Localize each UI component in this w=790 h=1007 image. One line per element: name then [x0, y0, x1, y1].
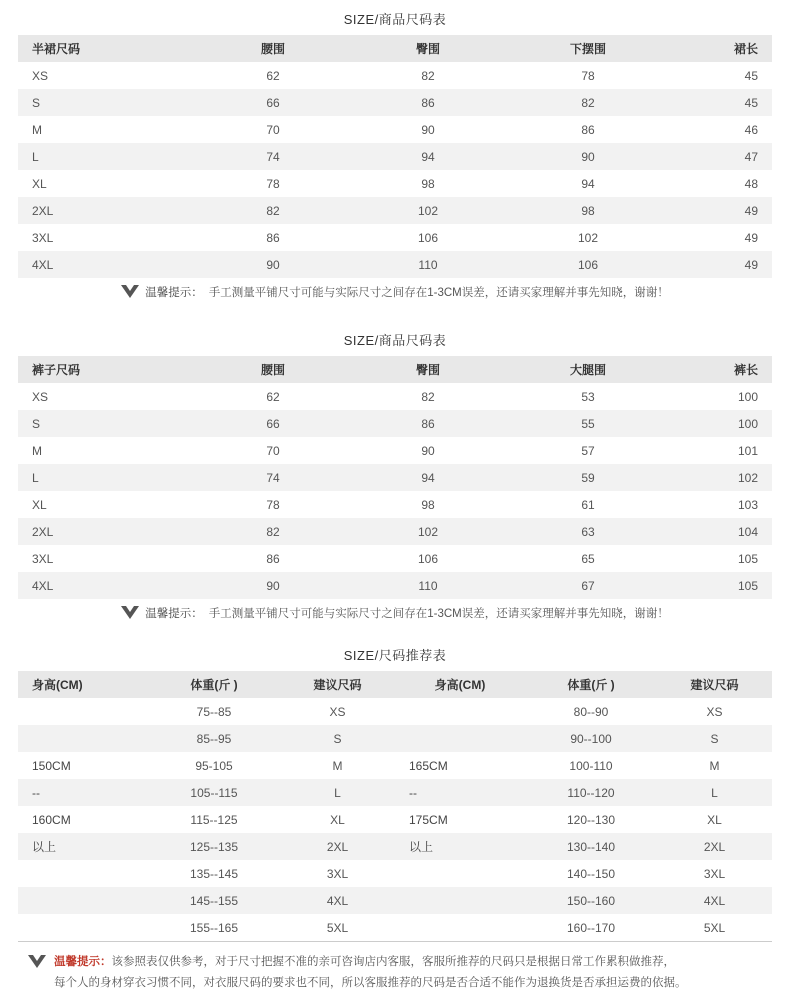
table-row — [18, 806, 772, 833]
cell-hem: 86 — [581, 122, 595, 137]
table-header-row — [18, 356, 772, 383]
cell-height-left: 以上 — [18, 833, 148, 860]
cell-height-right — [395, 860, 525, 887]
column-header-height-left: 身高(CM) — [18, 671, 148, 698]
column-header-thigh: 大腿围 — [508, 356, 668, 383]
cell-size-right: XS — [706, 704, 723, 719]
pants-section-title: SIZE/商品尺码表 — [343, 333, 447, 348]
cell-weight-left: 135--145 — [189, 866, 239, 881]
cell-length: 46 — [744, 122, 758, 137]
warning-triangle-icon — [28, 955, 46, 968]
tip-text: 手工测量平铺尺寸可能与实际尺寸之间存在1-3CM误差，还请买家理解并事先知晓，谢谢！ — [208, 286, 669, 299]
cell-hip: 82 — [421, 389, 435, 404]
cell-waist: 66 — [198, 410, 348, 437]
recommend-table-body — [18, 698, 772, 941]
cell-thigh: 63 — [508, 518, 668, 545]
cell-hip: 94 — [348, 464, 508, 491]
table-row — [18, 410, 772, 437]
cell-height-left — [18, 914, 148, 941]
cell-size-right: 3XL — [703, 866, 726, 881]
cell-size-right: M — [709, 758, 720, 773]
pants-table-head — [18, 356, 772, 383]
cell-size-right: XL — [707, 812, 722, 827]
cell-waist: 86 — [266, 230, 280, 245]
cell-size-left: 2XL — [280, 833, 395, 860]
cell-thigh: 57 — [581, 443, 595, 458]
cell-size-left: S — [280, 725, 395, 752]
table-row — [18, 545, 772, 572]
cell-height-left — [18, 860, 148, 887]
cell-hip: 110 — [348, 251, 508, 278]
cell-size: S — [18, 410, 198, 437]
cell-weight-left: 105--115 — [148, 779, 280, 806]
table-row — [18, 491, 772, 518]
cell-hem: 102 — [577, 230, 599, 245]
cell-hip: 90 — [421, 443, 435, 458]
cell-size: 3XL — [32, 230, 54, 245]
cell-pant-length: 100 — [737, 389, 758, 404]
column-header-waist: 腰围 — [198, 35, 348, 62]
cell-pant-length: 104 — [668, 518, 772, 545]
note-line-2: 每个人的身材穿衣习惯不同，对衣服尺码的要求也不同，所以客服推荐的尺码是否合适不能作为退换货是否承担运费的依据。 — [54, 976, 687, 989]
column-header-hip: 臀围 — [348, 356, 508, 383]
cell-length: 49 — [668, 197, 772, 224]
recommend-note — [18, 941, 772, 1001]
cell-weight-right: 100-110 — [569, 758, 613, 773]
section-spacer — [18, 626, 772, 636]
cell-hip: 98 — [421, 497, 435, 512]
table-row — [18, 251, 772, 278]
cell-height-right: -- — [395, 779, 525, 806]
cell-weight-left: 75--85 — [196, 704, 232, 719]
cell-size: 4XL — [18, 251, 198, 278]
cell-waist: 70 — [266, 122, 280, 137]
cell-waist: 82 — [198, 518, 348, 545]
cell-size: 2XL — [18, 197, 198, 224]
cell-thigh: 67 — [508, 572, 668, 599]
table-row — [18, 437, 772, 464]
recommend-table-head — [18, 671, 772, 698]
cell-size-left: 4XL — [280, 887, 395, 914]
cell-length: 49 — [744, 230, 758, 245]
cell-length: 45 — [668, 89, 772, 116]
table-row — [18, 833, 772, 860]
cell-weight-right: 90--100 — [525, 725, 657, 752]
cell-waist: 78 — [266, 497, 280, 512]
table-row — [18, 725, 772, 752]
cell-waist: 66 — [198, 89, 348, 116]
warning-triangle-icon-wrap — [28, 952, 46, 976]
table-row — [18, 518, 772, 545]
cell-size-left: L — [280, 779, 395, 806]
cell-size: L — [18, 464, 198, 491]
cell-height-left — [18, 698, 148, 725]
tip-text: 手工测量平铺尺寸可能与实际尺寸之间存在1-3CM误差，还请买家理解并事先知晓，谢谢！ — [208, 607, 669, 620]
table-row — [18, 89, 772, 116]
cell-size: M — [32, 443, 42, 458]
cell-hip: 102 — [348, 518, 508, 545]
cell-size-left: M — [332, 758, 343, 773]
column-header-waist: 腰围 — [198, 356, 348, 383]
note-label: 温馨提示： — [54, 956, 112, 968]
column-header-pant-length: 裤长 — [668, 356, 772, 383]
column-header-length: 裙长 — [668, 35, 772, 62]
cell-height-right — [395, 887, 525, 914]
cell-length: 47 — [668, 143, 772, 170]
table-header-row — [18, 671, 772, 698]
cell-waist: 82 — [198, 197, 348, 224]
cell-height-right: 165CM — [409, 758, 448, 773]
cell-hem: 78 — [581, 68, 595, 83]
cell-weight-left: 115--125 — [190, 812, 238, 827]
section-spacer — [18, 305, 772, 321]
cell-waist: 62 — [266, 389, 280, 404]
cell-waist: 86 — [266, 551, 280, 566]
cell-size-right: 2XL — [657, 833, 772, 860]
cell-thigh: 53 — [581, 389, 595, 404]
cell-size: M — [32, 122, 42, 137]
cell-hip: 106 — [417, 551, 439, 566]
recommend-section-title: SIZE/尺码推荐表 — [343, 648, 447, 663]
cell-weight-left: 85--95 — [148, 725, 280, 752]
tip-content — [19, 605, 771, 621]
cell-hip: 102 — [348, 197, 508, 224]
cell-waist: 74 — [198, 464, 348, 491]
cell-hip: 110 — [348, 572, 508, 599]
cell-weight-right: 140--150 — [566, 866, 616, 881]
cell-size-right: 4XL — [657, 887, 772, 914]
cell-size-left: XS — [329, 704, 346, 719]
cell-waist: 90 — [198, 251, 348, 278]
skirt-section-title: SIZE/商品尺码表 — [343, 12, 447, 27]
table-row — [18, 143, 772, 170]
cell-height-left: 150CM — [32, 758, 71, 773]
cell-pant-length: 100 — [668, 410, 772, 437]
cell-hem: 94 — [581, 176, 595, 191]
cell-weight-right: 150--160 — [525, 887, 657, 914]
cell-thigh: 61 — [581, 497, 595, 512]
cell-waist: 78 — [266, 176, 280, 191]
cell-pant-length: 102 — [668, 464, 772, 491]
cell-weight-right: 110--120 — [525, 779, 657, 806]
table-row — [18, 752, 772, 779]
table-header-row — [18, 35, 772, 62]
table-row — [18, 170, 772, 197]
tip-label: 温馨提示： — [145, 607, 203, 620]
table-row — [18, 197, 772, 224]
pants-tip-cell — [18, 599, 772, 626]
cell-hip: 90 — [421, 122, 435, 137]
tip-label: 温馨提示： — [145, 286, 203, 299]
cell-hem: 106 — [508, 251, 668, 278]
note-body — [54, 952, 762, 993]
cell-size: S — [18, 89, 198, 116]
cell-size-right: 5XL — [703, 920, 726, 935]
cell-hip: 94 — [348, 143, 508, 170]
table-row — [18, 116, 772, 143]
cell-size-right: S — [657, 725, 772, 752]
skirt-size-section — [18, 0, 772, 305]
table-row — [18, 224, 772, 251]
column-header-hem: 下摆围 — [508, 35, 668, 62]
cell-pant-length: 105 — [737, 551, 758, 566]
skirt-table-body — [18, 62, 772, 305]
table-row — [18, 698, 772, 725]
cell-weight-left: 145--155 — [148, 887, 280, 914]
cell-size: 4XL — [18, 572, 198, 599]
table-row — [18, 62, 772, 89]
table-row — [18, 383, 772, 410]
cell-hip: 98 — [421, 176, 435, 191]
cell-height-right: 以上 — [395, 833, 525, 860]
cell-waist: 70 — [266, 443, 280, 458]
cell-hip: 106 — [417, 230, 439, 245]
column-header-height-right: 身高(CM) — [395, 671, 525, 698]
cell-pant-length: 101 — [737, 443, 758, 458]
table-row — [18, 860, 772, 887]
skirt-tip-cell — [18, 278, 772, 305]
cell-hip: 86 — [348, 410, 508, 437]
column-header-weight-right: 体重(斤 ) — [525, 671, 657, 698]
cell-waist: 62 — [266, 68, 280, 83]
column-header-weight-left: 体重(斤 ) — [148, 671, 280, 698]
cell-height-left — [18, 887, 148, 914]
cell-weight-right: 120--130 — [566, 812, 616, 827]
cell-size-left: 5XL — [326, 920, 349, 935]
cell-hem: 82 — [508, 89, 668, 116]
cell-weight-right: 160--170 — [566, 920, 616, 935]
pants-size-table — [18, 356, 772, 626]
warning-triangle-icon — [121, 606, 139, 619]
cell-thigh: 65 — [581, 551, 595, 566]
note-line-1: 该参照表仅供参考，对于尺寸把握不准的亲可咨询店内客服，客服所推荐的尺码只是根据日常工作累积做推荐， — [111, 956, 675, 968]
cell-size: XS — [32, 389, 49, 404]
cell-height-left — [18, 725, 148, 752]
cell-waist: 90 — [198, 572, 348, 599]
cell-hip: 86 — [348, 89, 508, 116]
cell-weight-right: 130--140 — [525, 833, 657, 860]
table-row — [18, 914, 772, 941]
cell-length: 45 — [744, 68, 758, 83]
table-row — [18, 572, 772, 599]
table-row — [18, 464, 772, 491]
column-header-suggested-size-right: 建议尺码 — [657, 671, 772, 698]
pants-table-body — [18, 383, 772, 626]
cell-waist: 74 — [198, 143, 348, 170]
cell-pant-length: 105 — [668, 572, 772, 599]
cell-size: L — [18, 143, 198, 170]
cell-height-right — [395, 914, 525, 941]
skirt-table-head — [18, 35, 772, 62]
cell-hem: 90 — [508, 143, 668, 170]
cell-height-right — [395, 698, 525, 725]
cell-size: XS — [32, 68, 49, 83]
column-header-size: 半裙尺码 — [18, 35, 198, 62]
cell-weight-right: 80--90 — [573, 704, 609, 719]
cell-height-right: 175CM — [409, 812, 448, 827]
table-row — [18, 779, 772, 806]
size-recommend-section — [18, 636, 772, 1001]
cell-height-left: 160CM — [32, 812, 71, 827]
cell-height-right — [395, 725, 525, 752]
cell-weight-left: 125--135 — [148, 833, 280, 860]
cell-pant-length: 103 — [737, 497, 758, 512]
cell-weight-left: 95-105 — [195, 758, 233, 773]
pants-tip-row — [18, 599, 772, 626]
pants-size-section — [18, 321, 772, 626]
cell-size: 2XL — [18, 518, 198, 545]
skirt-size-table — [18, 35, 772, 305]
column-header-size: 裤子尺码 — [18, 356, 198, 383]
cell-length: 49 — [668, 251, 772, 278]
cell-size-left: 3XL — [326, 866, 349, 881]
cell-size-right: L — [657, 779, 772, 806]
size-recommend-table — [18, 671, 772, 941]
column-header-hip: 臀围 — [348, 35, 508, 62]
cell-height-left: -- — [18, 779, 148, 806]
cell-length: 48 — [744, 176, 758, 191]
column-header-suggested-size-left: 建议尺码 — [280, 671, 395, 698]
skirt-tip-row — [18, 278, 772, 305]
cell-hip: 82 — [421, 68, 435, 83]
cell-hem: 98 — [508, 197, 668, 224]
tip-content — [19, 284, 771, 300]
cell-thigh: 59 — [508, 464, 668, 491]
cell-size: XL — [32, 176, 47, 191]
table-row — [18, 887, 772, 914]
cell-weight-left: 155--165 — [189, 920, 239, 935]
cell-thigh: 55 — [508, 410, 668, 437]
cell-size: 3XL — [32, 551, 54, 566]
cell-size: XL — [32, 497, 47, 512]
warning-triangle-icon — [121, 285, 139, 298]
cell-size-left: XL — [330, 812, 345, 827]
